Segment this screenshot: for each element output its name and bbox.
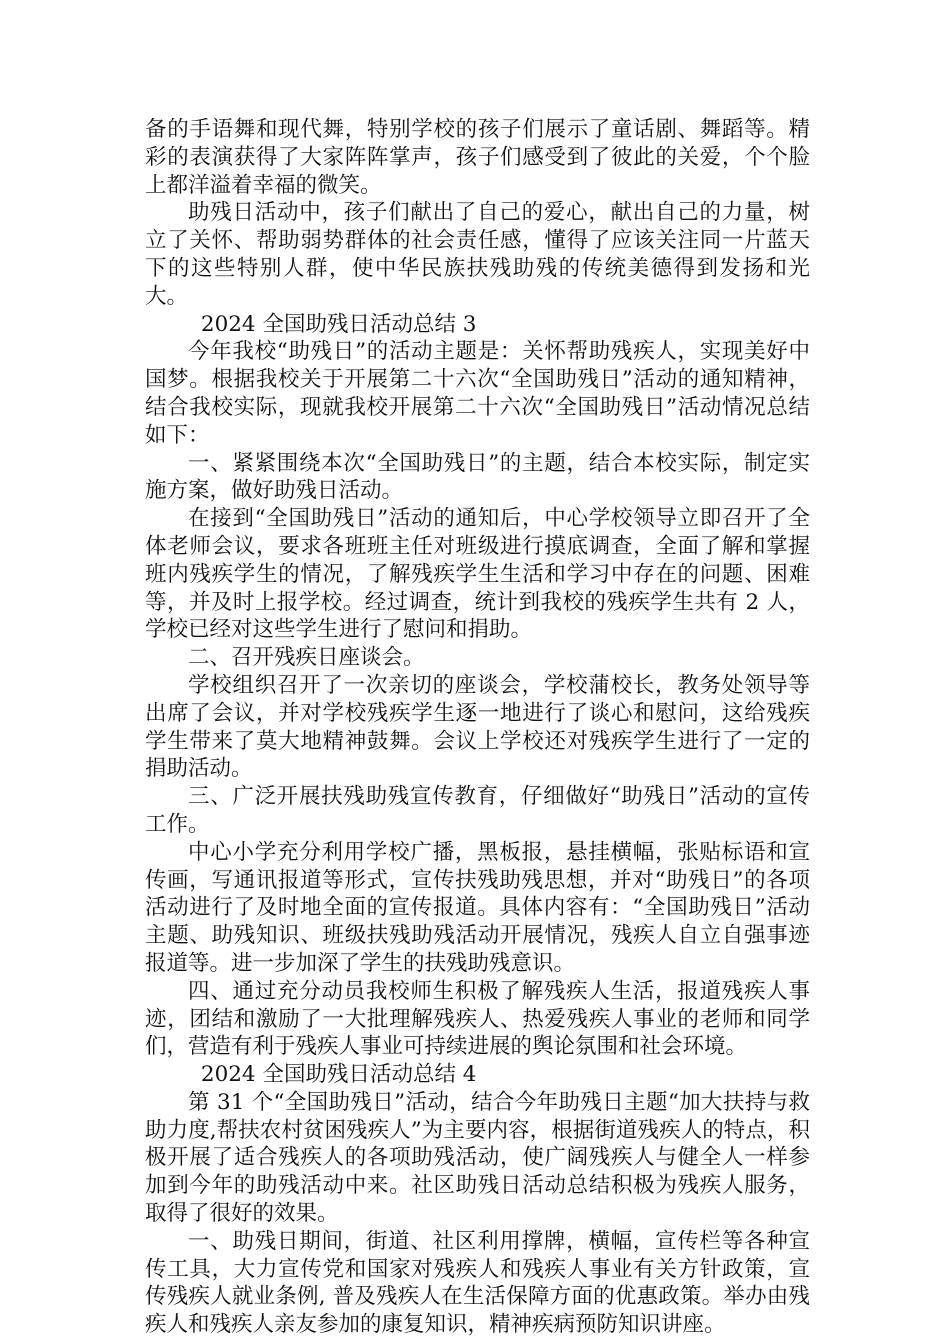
- paragraph: 一、紧紧围绕本次“全国助残日”的主题，结合本校实际，制定实施方案，做好助残日活动。: [145, 450, 810, 504]
- paragraph: 学校组织召开了一次亲切的座谈会，学校蒲校长，教务处领导等出席了会议，并对学校残疾学生逐一地进行了谈心和慰问，这给残疾学生带来了莫大地精神鼓舞。会议上学校还对残疾学生进行了一定的捐助活动。: [145, 672, 810, 782]
- paragraph-continuation: 备的手语舞和现代舞，特别学校的孩子们展示了童话剧、舞蹈等。精彩的表演获得了大家阵阵掌声，孩子们感受到了彼此的关爱，个个脸上都洋溢着幸福的微笑。: [145, 117, 810, 198]
- paragraph: 在接到“全国助残日”活动的通知后，中心学校领导立即召开了全体老师会议，要求各班班主任对班级进行摸底调查，全面了解和掌握班内残疾学生的情况，了解残疾学生生活和学习中存在的问题、困难等，并及时上报学校。经过调查，统计到我校的残疾学生共有 2 人，学校已经对这些学生进行了慰问和捐助。: [145, 506, 810, 643]
- paragraph: 二、召开残疾日座谈会。: [188, 645, 425, 671]
- paragraph: 今年我校“助残日”的活动主题是：关怀帮助残疾人，实现美好中国梦。根据我校关于开展第二十六次“全国助残日”活动的通知精神，结合我校实际，现就我校开展第二十六次“全国助残日”活动情况总结如下：: [145, 339, 810, 448]
- paragraph: 一、助残日期间，街道、社区利用撑牌，横幅，宣传栏等各种宣传工具，大力宣传党和国家对残疾人和残疾人事业有关方针政策，宣传残疾人就业条例, 普及残疾人在生活保障方面的优惠政策。举办由残疾人和残疾人亲友参加的康复知识，精神疾病预防知识讲座。: [145, 1228, 810, 1338]
- paragraph: 四、通过充分动员我校师生积极了解残疾人生活，报道残疾人事迹，团结和激励了一大批理解残疾人、热爱残疾人事业的老师和同学们，营造有利于残疾人事业可持续进展的舆论氛围和社会环境。: [145, 978, 810, 1060]
- paragraph: 助残日活动中，孩子们献出了自己的爱心，献出自己的力量，树立了关怀、帮助弱势群体的社会责任感，懂得了应该关注同一片蓝天下的这些特别人群，使中华民族扶残助残的传统美德得到发扬和光大。: [145, 200, 810, 309]
- paragraph: 中心小学充分利用学校广播，黑板报，悬挂横幅，张贴标语和宣传画，写通讯报道等形式，宣传扶残助残思想，并对“助残日”的各项活动进行了及时地全面的宣传报道。具体内容有：“全国助残日”活动主题、助残知识、班级扶残助残活动开展情况，残疾人自立自强事迹报道等。进一步加深了学生的扶残助残意识。: [145, 839, 810, 976]
- document-body: [145, 116, 810, 1339]
- section-heading: 2024 全国助残日活动总结 3: [200, 311, 477, 337]
- paragraph: 第 31 个“全国助残日”活动，结合今年助残日主题“加大扶持与救助力度,帮扶农村贫困残疾人”为主要内容，根据街道残疾人的特点，积极开展了适合残疾人的各项助残活动，使广阔残疾人与健全人一样参加到今年的助残活动中来。社区助残日活动总结积极为残疾人服务，取得了很好的效果。: [145, 1089, 810, 1227]
- paragraph: 三、广泛开展扶残助残宣传教育，仔细做好“助残日”活动的宣传工作。: [145, 784, 810, 837]
- section-heading: 2024 全国助残日活动总结 4: [200, 1062, 477, 1088]
